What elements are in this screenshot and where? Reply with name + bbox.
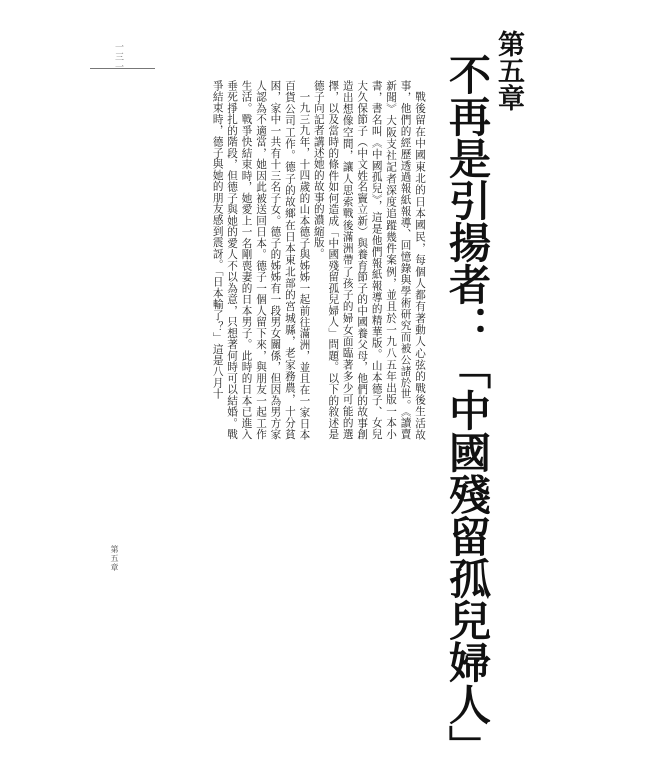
paragraph: 一九三九年，十四歲的山本德子與姊姊一起前往滿洲，並且在一家日本百貨公司工作。德子的故鄉在日本東北部的宮城縣，老家務農，十分貧困，家中一共有十三名子女。德子的姊姊有一段男女關係，但因為男方家人認為不適當，她因此被送回日本。德子一個人留下來，與朋友一起工作生活。戰爭快結束時，她愛上一名剛喪妻的日本男子。此時的日本已進入垂死掙扎的階段，但德子與她的愛人不以為意，只想著何時可以結婚。戰爭結束時，德子與她的朋友感到震訝。「日本輸了？」這是八月十 — [211, 80, 311, 440]
page-number: 一三一 — [113, 42, 123, 72]
chapter-label: 第五章 — [493, 30, 524, 111]
chapter-title: 不再是引揚者：「中國殘留孤兒婦人」 — [443, 53, 492, 767]
body-text — [142, 80, 427, 440]
running-head: 第五章 — [110, 545, 119, 572]
paragraph: 戰後留在中國東北的日本國民，每個人都有著動人心弦的戰後生活故事，他們的經歷透過報紙報導、回憶錄與學術研究而被公諸於世。《讀賣新聞》大阪支社記者深度追蹤幾件案例，並且於一九八五年出版一本小書，書名叫《中國孤兒》，這是他們報紙報導的精華版。山本德子、女兒大久保節子（中文姓名竇立新）與養育節子的中國養父母，他們的故事創造出想像空間，讓人思索戰後滿洲帶了孩子的婦女面臨著多少可能的選擇，以及當時的條件如何造成「中國殘留孤兒婦人」問題。以下的敘述是德子向記者講述她的故事的濃縮版。 — [312, 80, 426, 440]
